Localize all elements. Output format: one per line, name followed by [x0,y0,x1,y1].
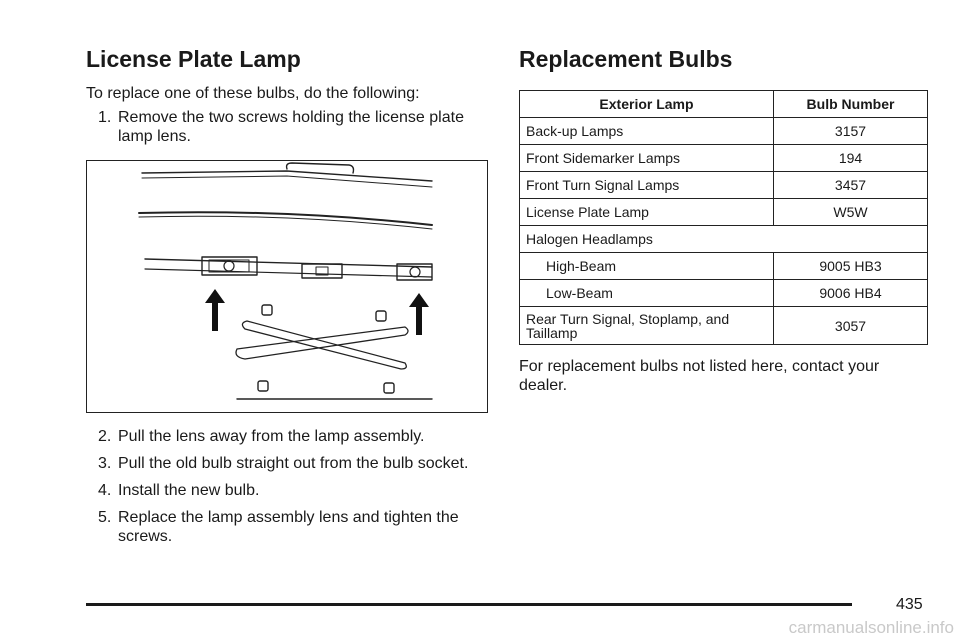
lamp-cell: Back-up Lamps [520,118,774,145]
table-row [520,172,928,199]
bulb-cell: W5W [774,199,928,226]
table-row [520,307,928,345]
step-number: 1. [98,109,112,126]
table-row-group-header [520,226,928,253]
lamp-cell: License Plate Lamp [520,199,774,226]
lamp-cell: Rear Turn Signal, Stoplamp, and Taillamp [520,307,774,345]
license-plate-lamp-illustration [86,160,488,413]
step-item [86,454,490,473]
bulb-cell: 9005 HB3 [774,253,928,280]
bulb-cell: 194 [774,145,928,172]
step-number: 4. [98,482,112,499]
replacement-bulbs-section [519,44,929,395]
table-row [520,253,928,280]
arrow-up-icon [205,289,225,331]
step-text: Pull the old bulb straight out from the bulb socket. [118,455,469,472]
lamp-cell: Low-Beam [520,280,774,307]
column-header-bulb-number: Bulb Number [774,91,928,118]
lamp-cell: Front Turn Signal Lamps [520,172,774,199]
step-item [86,481,490,500]
footer-rule [86,603,852,606]
bulb-cell: 3457 [774,172,928,199]
column-header-exterior-lamp: Exterior Lamp [520,91,774,118]
step-number: 5. [98,509,112,526]
intro-text: To replace one of these bulbs, do the following: [86,85,420,102]
lamp-group-cell: Halogen Headlamps [520,226,928,253]
lamp-cell: Front Sidemarker Lamps [520,145,774,172]
bulb-cell: 3057 [774,307,928,345]
step-text: Remove the two screws holding the license plate lamp lens. [118,109,464,145]
step-item [86,427,490,446]
table-row [520,145,928,172]
watermark: carmanualsonline.info [788,618,954,637]
step-text: Pull the lens away from the lamp assembly. [118,428,425,445]
license-plate-lamp-section [86,44,490,554]
bulb-cell: 9006 HB4 [774,280,928,307]
step-number: 2. [98,428,112,445]
section-title-replacement-bulbs: Replacement Bulbs [519,46,733,72]
table-row [520,280,928,307]
arrow-up-icon [409,293,429,335]
table-row [520,118,928,145]
steps-list-top [86,108,490,146]
step-text: Replace the lamp assembly lens and tighten the screws. [118,509,459,545]
steps-list-bottom [86,427,490,546]
page-number: 435 [896,596,923,613]
dealer-note: For replacement bulbs not listed here, contact your dealer. [519,358,880,394]
bulb-table [519,90,928,345]
lamp-cell: High-Beam [520,253,774,280]
table-header-row [520,91,928,118]
table-row [520,199,928,226]
step-number: 3. [98,455,112,472]
step-item [86,108,490,146]
lamp-diagram-svg [87,161,487,411]
step-text: Install the new bulb. [118,482,260,499]
section-title-license-plate-lamp: License Plate Lamp [86,46,301,72]
step-item [86,508,490,546]
bulb-cell: 3157 [774,118,928,145]
